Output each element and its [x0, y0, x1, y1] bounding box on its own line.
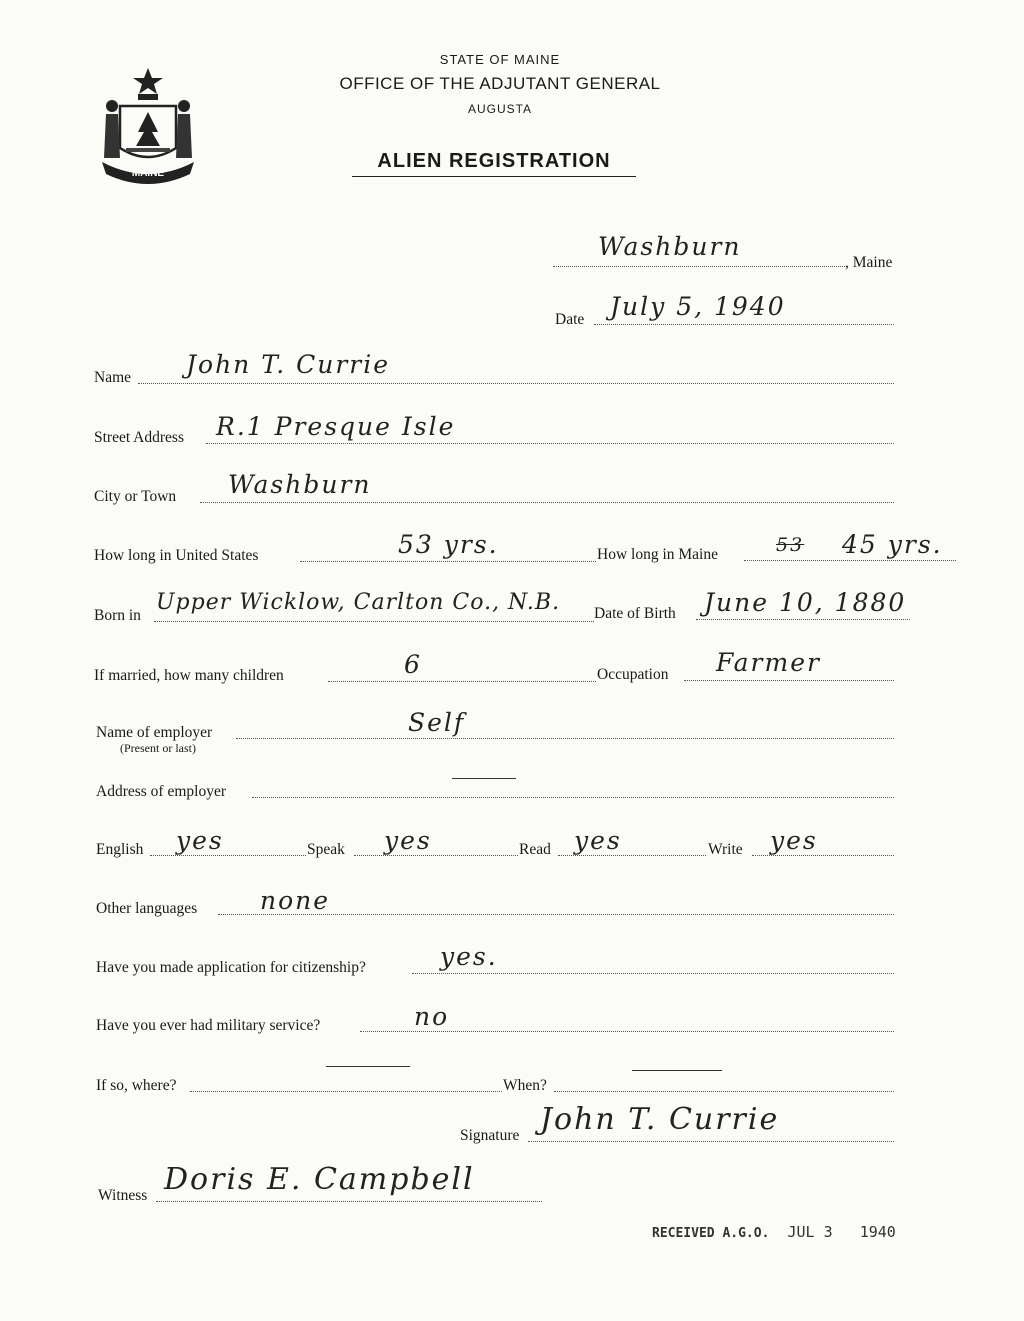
state-seal-icon [98, 66, 198, 184]
how-long-us-label: How long in United States [94, 547, 259, 564]
english-label: English [96, 841, 144, 858]
header-office: OFFICE OF THE ADJUTANT GENERAL [339, 74, 661, 93]
born-in-entry: Upper Wicklow, Carlton Co., N.B. [156, 590, 561, 615]
street-label: Street Address [94, 429, 184, 446]
if-so-where-label: If so, where? [96, 1077, 177, 1094]
date-label: Date [555, 311, 585, 328]
employer-label: Name of employer [96, 724, 213, 741]
birth-date-entry: June 10, 1880 [704, 588, 907, 617]
seal-text: MAINE [131, 168, 165, 179]
name-entry: John T. Currie [186, 350, 391, 379]
read-label: Read [519, 841, 551, 858]
date-of-birth-label: Date of Birth [594, 605, 676, 622]
citizenship-entry: yes. [440, 942, 498, 971]
employer-entry: Self [408, 708, 466, 737]
where-dash [326, 1066, 410, 1067]
write-entry: yes [770, 826, 818, 855]
signature-entry: John T. Currie [540, 1102, 780, 1137]
employer-note: (Present or last) [120, 741, 196, 755]
witness-label: Witness [98, 1187, 148, 1204]
date-entry: July 5, 1940 [610, 292, 786, 321]
received-stamp-year: 1940 [859, 1223, 896, 1241]
occupation-label: Occupation [597, 666, 669, 683]
write-label: Write [708, 841, 743, 858]
received-stamp-label: RECEIVED A.G.O. [652, 1226, 770, 1241]
other-languages-label: Other languages [96, 900, 198, 917]
signature-label: Signature [460, 1127, 520, 1144]
english-entry: yes [176, 826, 224, 855]
town-entry: Washburn [598, 232, 742, 261]
how-long-maine-label: How long in Maine [597, 546, 718, 563]
occupation-entry: Farmer [716, 648, 821, 677]
employer-address-label: Address of employer [96, 783, 226, 800]
when-label: When? [503, 1077, 547, 1094]
children-entry: 6 [404, 650, 422, 679]
military-label: Have you ever had military service? [96, 1017, 321, 1034]
employer-address-dash [452, 778, 516, 779]
witness-entry: Doris E. Campbell [164, 1162, 475, 1197]
maine-years-entry: 45 yrs. [842, 530, 943, 559]
other-languages-entry: none [260, 886, 331, 915]
city-label: City or Town [94, 488, 177, 505]
us-years-entry: 53 yrs. [398, 530, 499, 559]
born-in-label: Born in [94, 607, 141, 624]
street-entry: R.1 Presque Isle [216, 412, 456, 441]
read-entry: yes [574, 826, 622, 855]
children-label: If married, how many children [94, 667, 284, 684]
maine-years-struck: 53 [776, 534, 805, 556]
military-entry: no [414, 1002, 450, 1031]
received-stamp [652, 1223, 896, 1241]
speak-entry: yes [384, 826, 432, 855]
city-entry: Washburn [228, 470, 372, 499]
header-state: STATE OF MAINE [439, 52, 561, 67]
maine-label: , Maine [845, 254, 893, 271]
header-city: AUGUSTA [467, 102, 533, 116]
speak-label: Speak [307, 841, 345, 858]
when-dash [632, 1070, 722, 1071]
received-stamp-date: JUL 3 [787, 1223, 833, 1241]
name-label: Name [94, 369, 132, 386]
form-title: ALIEN REGISTRATION [352, 150, 636, 177]
citizenship-label: Have you made application for citizenship? [96, 959, 366, 976]
